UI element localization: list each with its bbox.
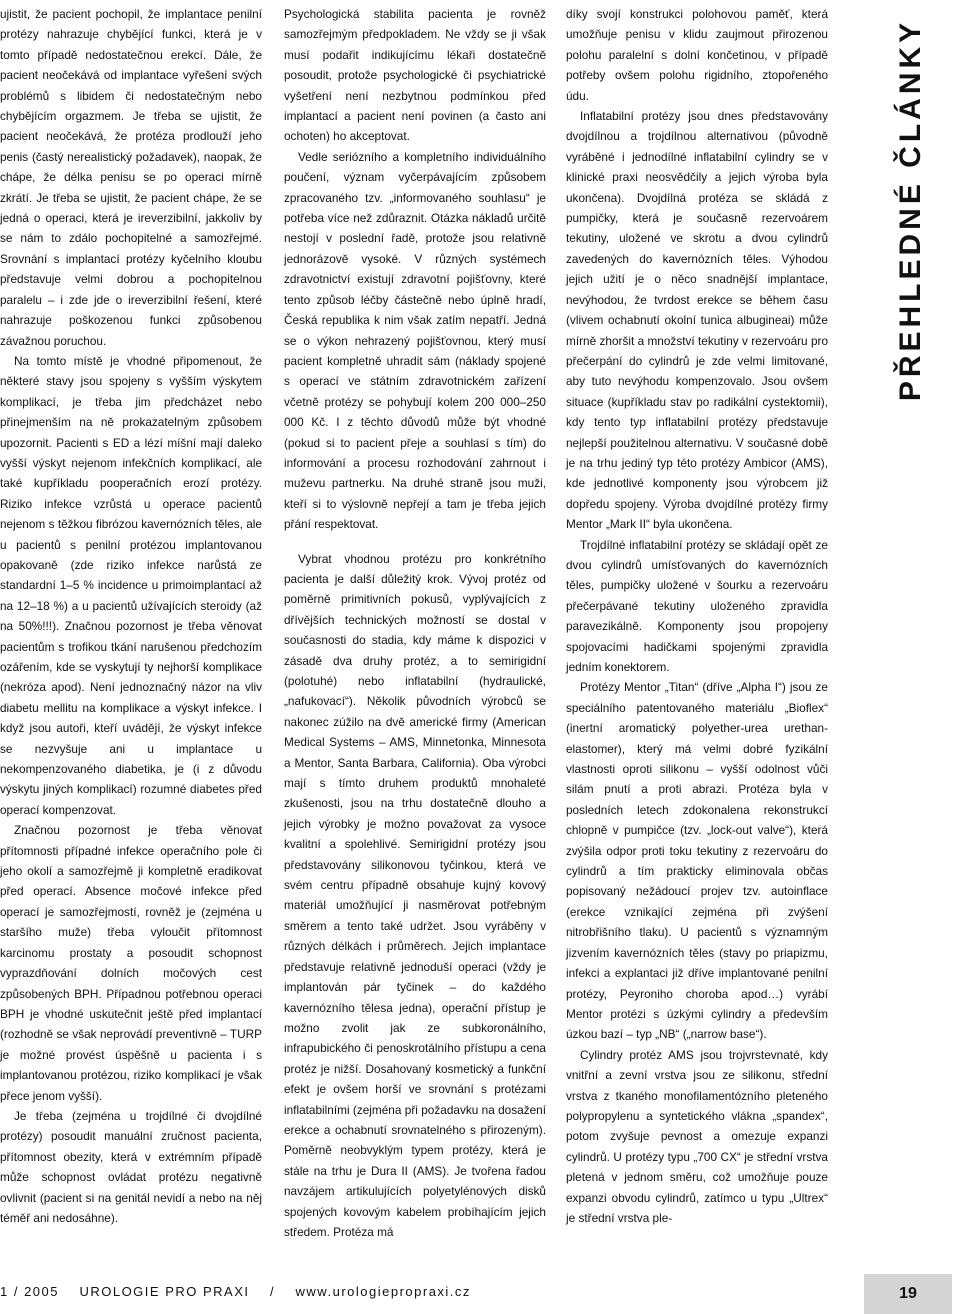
text-column-2 — [284, 4, 546, 1242]
footer-separator: / — [269, 1284, 276, 1299]
paragraph: Cylindry protéz AMS jsou trojvrstevnaté, kdy vnitřní a zevní vrstva jsou ze silikonu, střední vrstva z tkaného monofilamentózního pleteného polypropylenu a syntetického vlákna „spandex“, potom zvyšuje pevnost a omezuje expanzi cylindrů. U protézy typu „700 CX“ je střední vrstva pletená v jednom směru, což umožňuje pouze expanzi obvodu cylindrů, zatímco u typu „Ultrex“ je střední vrstva ple- — [566, 1047, 828, 1225]
journal-name: UROLOGIE PRO PRAXI — [79, 1284, 250, 1299]
paragraph: Vedle seriózního a kompletního individuálního poučení, význam vyčerpávajícím způsobem zpracovaného tzv. „informovaného souhlasu“ je potřeba více než zdůraznit. Otázka nákladů určitě nestojí v poslední řadě, protože jsou relativně jednorázově vysoké. V různých systémech zdravotnictví existují zdravotní pojišťovny, které tento způsob léčby částečně nebo úplně hradí, Česká republika k nim však zatím nepatří. Jedná se o výkon nehrazený pojišťovnou, který musí pacient kompletně uhradit sám (náklady spojené s operací ve státním zdravotnickém zařízení včetně protézy se pohybují kolem 200 000–250 000 Kč. I z těchto důvodů může být vhodné (pokud si to pacient přeje a souhlasí s tím) do informování a procesu rozhodování zahrnout i muževu partnerku. Na druhé straně jsou muži, kteří si to výslovně nepřejí a tam je třeba jejich přání respektovat. — [284, 149, 546, 532]
section-label — [876, 20, 946, 400]
paragraph: Inflatabilní protézy jsou dnes představovány dvojdílnou a trojdílnou alternativou (původně vyráběné i jednodílné inflatabilní cylindry se v klinické praxi neosvědčily a jejich výroba byla ukončena). Dvojdílná protéza se skládá z pumpičky, která je současně rezervoárem tekutiny, uložené ve skrotu a dvou cylindrů zavedených do kavernózních těles. Výhodou jejich užití je o něco snadnější implantace, nevýhodou, že tvrdost erekce se během času (vlivem ochabnutí okolní tunica albugineai) může mírně zhoršit a množství tekutiny v rezervoáru pro přečerpání do cylindrů je zde velmi limitované, aby tuto nevýhodu kompenzovalo. Jsou ovšem situace (kupříkladu stav po radikální cystektomii), kdy tento typ inflatabilní protézy představuje nejlepší použitelnou alternativu. V současné době je na trhu jediný typ této protézy Ambicor (AMS), kde jednotlivé komponenty jsou výrobcem již dopředu spojeny. Výroba dvojdílné protézy firmy Mentor „Mark II“ byla ukončena. — [566, 109, 828, 532]
text-column-1 — [0, 4, 262, 1228]
section-label-text: PŘEHLEDNÉ ČLÁNKY — [894, 18, 927, 402]
journal-url[interactable]: www.urologiepropraxi.cz — [295, 1284, 471, 1299]
issue-number: 1 / 2005 — [0, 1284, 59, 1299]
paragraph: Vybrat vhodnou protézu pro konkrétního pacienta je další důležitý krok. Vývoj protéz od poměrně primitivních pokusů, vyplývajících z dřívějších technických možností se dostal v současnosti do stadia, kdy máme k dispozici v zásadě dva druhy protéz, a to semirigidní (polotuhé) nebo inflatabilní (hydraulické, „nafukovací“). Několik původních výrobců se nakonec zúžilo na dvě americké firmy (American Medical Systems – AMS, Minnetonka, Minnesota a Mentor, Santa Barbara, California). Oba výrobci mají s tímto druhem produktů mnohaleté zkušenosti, jsou na trhu dostatečně dlouho a jejich výrobky je možno považovat za vysoce kvalitní a spolehlivé. Semirigidní protézy jsou představovány silikonovou tyčinkou, která ve svém centru případně obsahuje kujný kovový materiál umožňující ji nasměrovat potřebným směrem a tento také udržet. Jsou vyráběny v různých délkách i průměrech. Jejich implantace představuje relativně jednoduší operaci (vždy je implantován pár tyčinek – do každého kavernózního tělesa jedna), operační přístup je možno zvolit jak ze subkoronálního, infrapubického či penoskrotálního přístupu a cena protéz je nižší. Dosahovaný kosmetický a funkční efekt je ovšem horší ve srovnání s protézami inflatabilními (zejména při požadavku na dosažení erekce a ochabnutí srovnatelného s přirozeným). Poměrně neobvyklým typem protézy, která je stále na trhu je Dura II (AMS). Je tvořena řadou navzájem artikulujících polyetylénových disků spojených kovovým kabelem probíhajícím jejich středem. Protéza má — [284, 551, 546, 1239]
page-number: 19 — [899, 1285, 917, 1302]
paragraph: ujistit, že pacient pochopil, že implantace penilní protézy nahrazuje chybějící funkci, která je v tomto případě nedostatečnou erekcí. Dále, že pacient neočekává od implantace vyřešení svých problémů s libidem či nedostatečným nebo chybějícím orgazmem. Je třeba se ujistit, že pacient neočekává, že protéza prodlouží jeho penis (častý nerealistický požadavek), naopak, že chápe, že délka penisu se po operaci mírně zkrátí. Je třeba se ujistit, že pacient chápe, že se jedná o operaci, která je ireverzibilní, jakkoliv by se nám to zdálo pochopitelné a samozřejmé. Srovnání s implantací protézy kyčelního kloubu představuje velmi dobrou a pochopitelnou paralelu – i zde jde o ireverzibilní řešení, které nahrazuje poškozenou funkci způsobenou závažnou poruchou. — [0, 7, 262, 348]
page-number-box — [864, 1274, 952, 1314]
paragraph: Značnou pozornost je třeba věnovat přítomnosti případné infekce operačního pole či jeho okolí a samozřejmě ji kompletně eradikovat před operací. Absence močové infekce před operací je samozřejmostí, rovněž je (zejména u staršího muže) třeba vyloučit přítomnost karcinomu prostaty a posoudit schopnost vyprazdňování dolních močových cest způsobených BPH. Případnou potřebnou operaci BPH je vhodné uskutečnit ještě před implantací (rozhodně se však neprovádí preventivně – TURP je možné provést úspěšně u pacienta i s implantovanou protézou, riziko komplikací je však přece jenom vyšší). — [0, 823, 262, 1103]
paragraph: díky svojí konstrukci polohovou paměť, která umožňuje penisu v klidu zaujmout přirozenou polohu paralelní s dolní končetinou, v případě potřeby ovšem polohu rigidního, ztopořeného údu. — [566, 7, 828, 103]
paragraph: Psychologická stabilita pacienta je rovněž samozřejmým předpokladem. Ne vždy se ji však musí podařit indikujícímu lékaři dostatečně posoudit, protože psychologické či psychiatrické vyšetření není nezbytnou podmínkou před implantací a pacient není povinen (a často ani ochoten) ho akceptovat. — [284, 7, 546, 144]
paragraph: Protézy Mentor „Titan“ (dříve „Alpha I“) jsou ze speciálního patentovaného materiálu „Bioflex“ (inertní aromatický polyether-urea urethan-elastomer), který má velmi dobré fyzikální vlastnosti oproti silikonu – vyšší odolnost vůči silám pnutí a proti abrazi. Protéza byla v posledních letech zdokonalena rekonstrukcí chlopně v pumpičce (tzv. „lock-out valve“), která zvýšila odpor proti toku tekutiny z rezervoáru do cylindrů a tím prakticky eliminovala občas popisovaný nežádoucí projev tzv. autoinflace (erekce vznikající zejména při zvýšení nitrobřišního tlaku). U pacientů s významným jizvením kavernózních těles (stavy po priapizmu, infekci a explantaci již dříve implantované penilní protézy, Peyroniho choroba apod…) vyrábí Mentor protézi s úzkými cylindry a především úzkou bazí – typ „NB“ („narrow base“). — [566, 680, 828, 1042]
paragraph: Je třeba (zejména u trojdílné či dvojdílné protézy) posoudit manuální zručnost pacienta, přítomnost obezity, která v extrémním případě může schopnost ovládat protézu negativně ovlivnit (pacient si na genitál nevidí a nebo na něj téměř ani nedosáhne). — [0, 1108, 262, 1225]
footer-text — [0, 1284, 471, 1299]
text-column-3 — [566, 4, 828, 1228]
paragraph: Trojdílné inflatabilní protézy se skládají opět ze dvou cylindrů umísťovaných do kavernózních těles, pumpičky uložené v šourku a rezervoáru přečerpávané tekutiny uloženého zpravidla paravezikálně. Komponenty jsou propojeny spojovacími hadičkami spojenými zpravidla jedním konektorem. — [566, 537, 828, 674]
page-footer — [0, 1274, 960, 1314]
paragraph: Na tomto místě je vhodné připomenout, že některé stavy jsou spojeny s vyšším výskytem komplikací, je třeba jim předcházet nebo přinejmenším na ně prokazatelným způsobem upozornit. Pacienti s ED a lézí míšní mají daleko vyšší výskyt nejenom infekčních komplikací, ale také kupříkladu pooperačních erozí protézy. Riziko infekce vzrůstá u operace pacientů nejenom s těžkou fibrózou kavernózních těles, ale u pacientů s penilní protézou implantovanou opakovaně (zde riziko infekce narůstá ze standardní 1–5 % incidence u primoimplantací až na 12–18 %) a u pacientů užívajících steroidy (až na 50%!!!). Značnou pozornost je třeba věnovat pacientům s trofikou tkání narušenou předchozím ozářením, kde se vyskytují ty nejhorší komplikace (nekróza apod). Není jednoznačný názor na vliv diabetu mellitu na komplikace a výskyt infekce. I když jsou autoři, kteří uvádějí, že výskyt infekce se nezvyšuje ani u implantace u nekompenzovaného diabetika, je (i z důvodu výskytu jiných komplikací) rozumné diabetes před operací kompenzovat. — [0, 353, 262, 817]
